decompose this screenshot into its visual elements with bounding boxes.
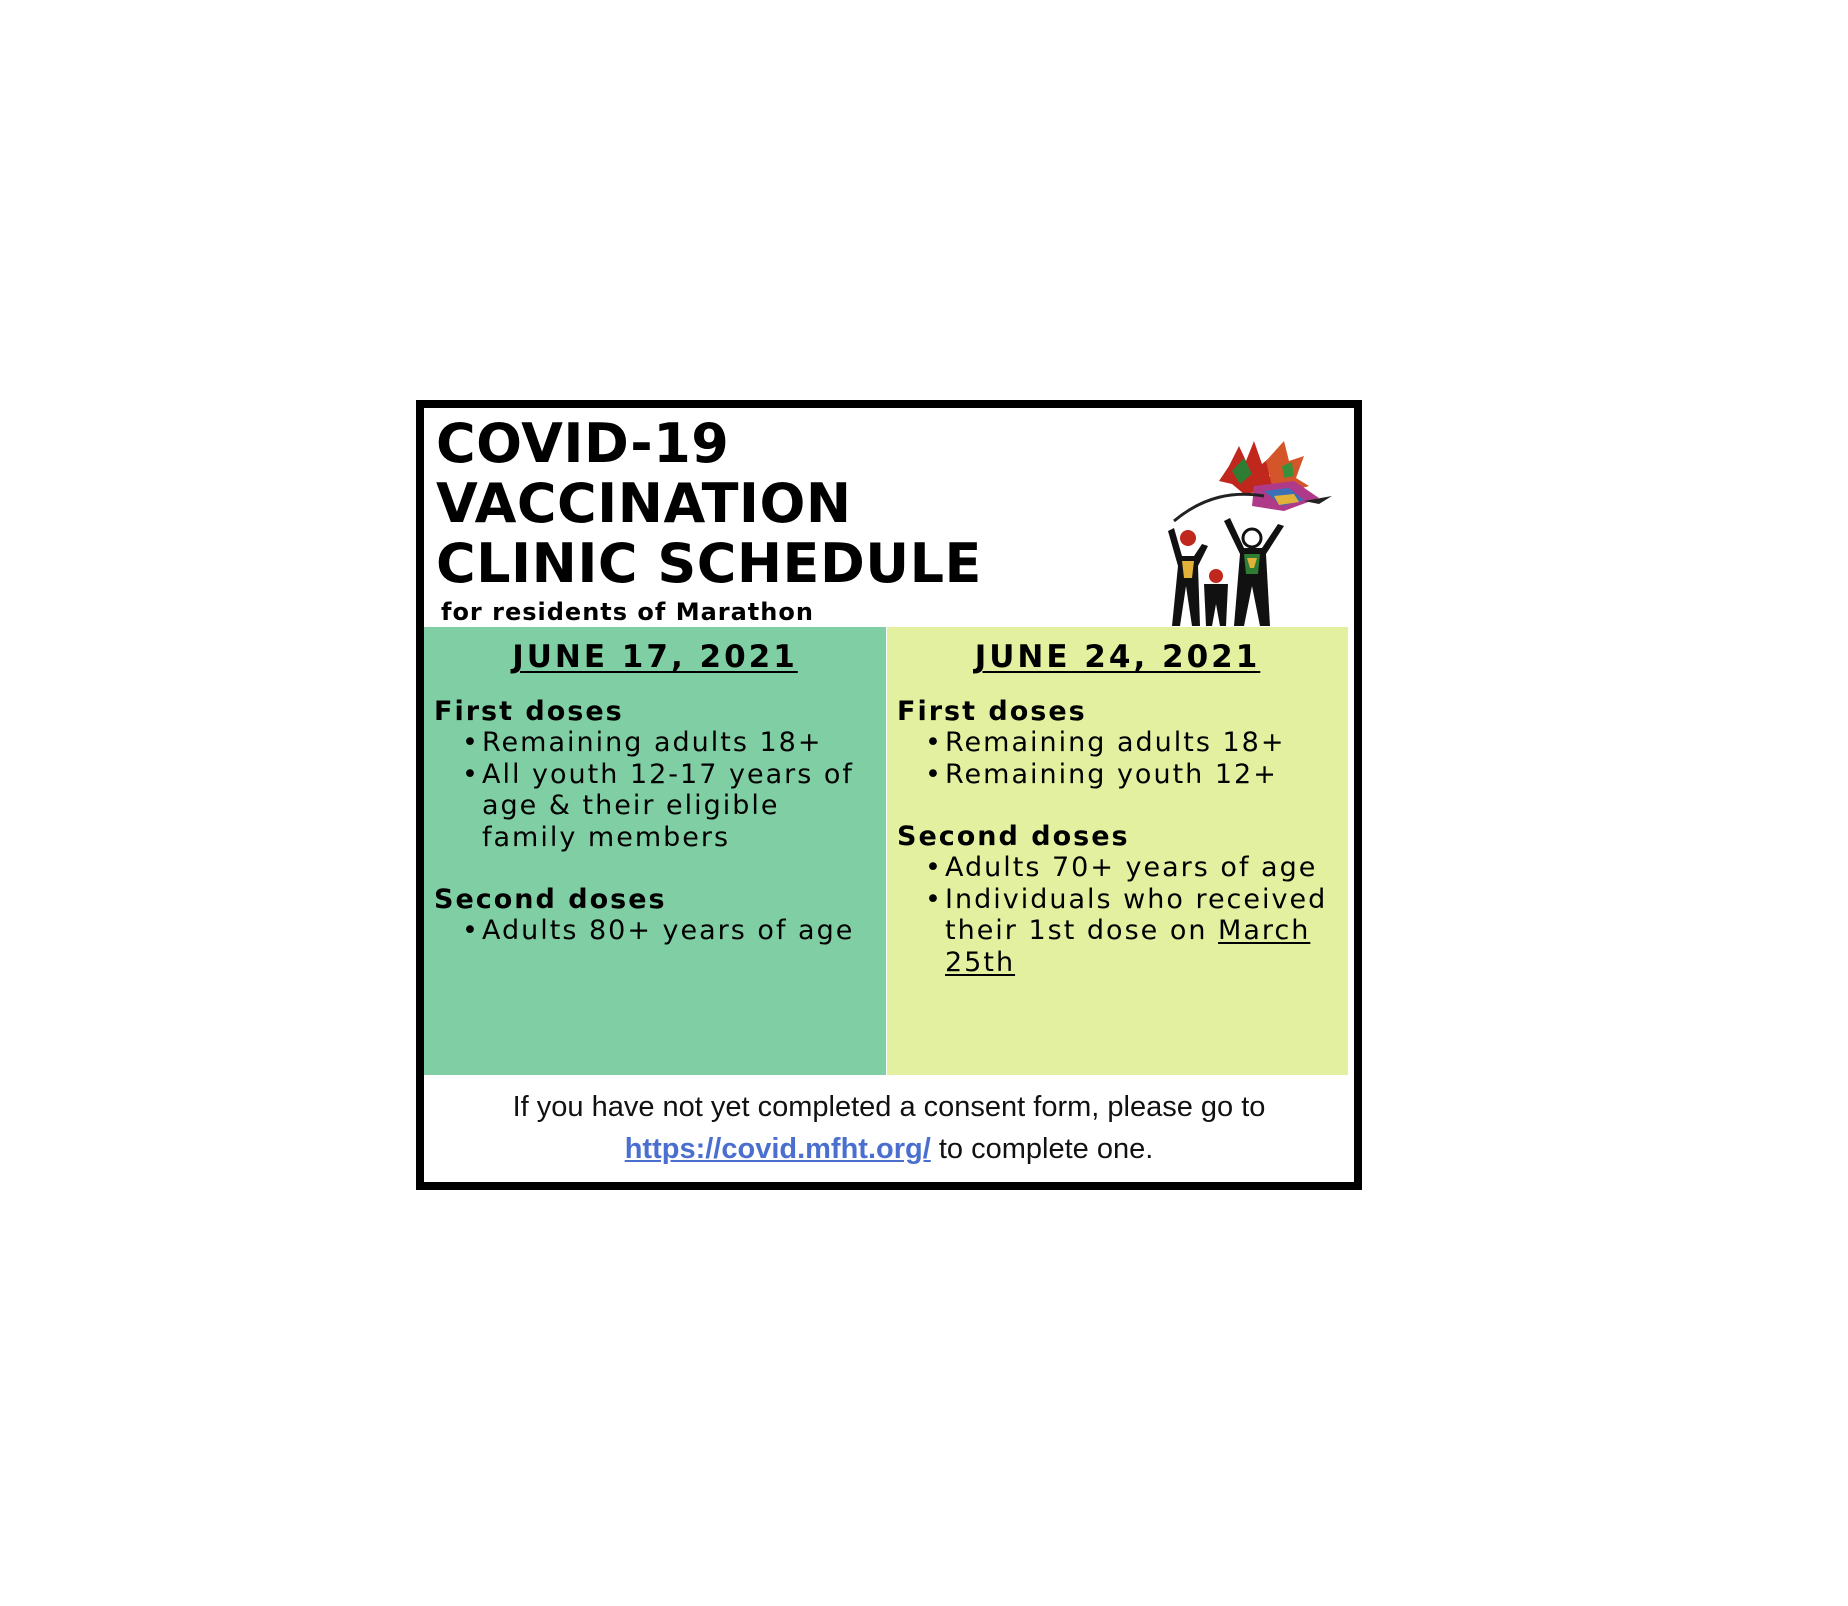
march-25th-date: March 25th xyxy=(945,915,1311,978)
column-june-17 xyxy=(424,627,886,1075)
list-item: • Remaining youth 12+ xyxy=(925,759,1338,791)
consent-form-notice xyxy=(424,1086,1354,1170)
second-doses-list xyxy=(897,852,1338,978)
family-maple-leaf-logo-icon xyxy=(1154,426,1344,626)
title-line-1: COVID-19 xyxy=(436,412,730,475)
footer-text-after: to complete one. xyxy=(930,1133,1154,1165)
column-june-24 xyxy=(887,627,1348,1075)
list-item: • Adults 80+ years of age xyxy=(462,915,876,947)
first-doses-list xyxy=(897,727,1338,790)
poster-subtitle: for residents of Marathon xyxy=(441,598,814,626)
list-item-text: Individuals who received their 1st dose on xyxy=(945,883,1328,946)
first-doses-list xyxy=(434,727,876,853)
first-doses-heading: First doses xyxy=(897,696,1087,727)
list-item: • Remaining adults 18+ xyxy=(462,727,876,759)
list-item: • All youth 12-17 years of age & their eligible family members xyxy=(462,759,876,854)
list-item: • Adults 70+ years of age xyxy=(925,852,1338,884)
second-doses-heading: Second doses xyxy=(897,821,1130,852)
title-line-2: VACCINATION xyxy=(436,472,852,535)
list-item: • Remaining adults 18+ xyxy=(925,727,1338,759)
footer-text: If you have not yet completed a consent form, please go to xyxy=(512,1091,1266,1123)
vaccination-poster xyxy=(416,400,1362,1190)
footer-line-2 xyxy=(424,1128,1354,1170)
consent-form-link[interactable]: https://covid.mfht.org/ xyxy=(624,1133,931,1165)
second-doses-heading: Second doses xyxy=(434,884,667,915)
first-doses-heading: First doses xyxy=(434,696,624,727)
second-doses-list xyxy=(434,915,876,947)
poster-title xyxy=(436,414,982,594)
title-line-3: CLINIC SCHEDULE xyxy=(436,532,982,595)
column-date: JUNE 24, 2021 xyxy=(974,639,1261,675)
column-date: JUNE 17, 2021 xyxy=(512,639,798,675)
list-item xyxy=(925,884,1338,979)
